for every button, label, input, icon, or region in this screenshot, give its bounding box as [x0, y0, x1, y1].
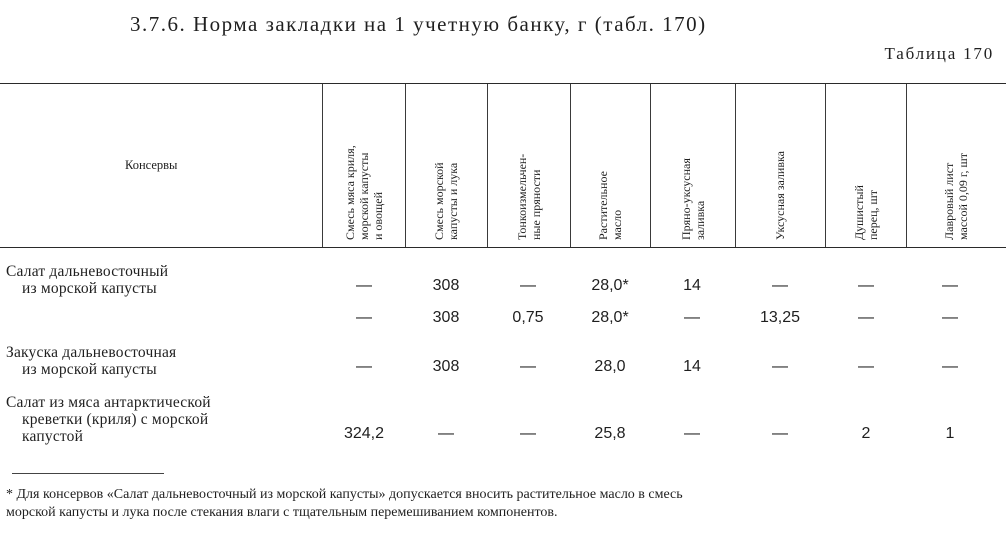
table-cell: —: [356, 358, 372, 375]
table-cell: —: [684, 309, 700, 326]
col-divider: [405, 84, 406, 247]
section-title: 3.7.6. Норма закладки на 1 учетную банку, г (табл. 170): [130, 12, 707, 36]
table-cell: 2: [861, 425, 871, 442]
table-cell: 13,25: [759, 309, 801, 326]
column-header: Смесь морской капусты и лука: [432, 162, 460, 240]
col-divider: [570, 84, 571, 247]
table-cell: —: [858, 277, 874, 294]
col-divider: [906, 84, 907, 247]
col-divider: [322, 84, 323, 247]
table-cell: 308: [432, 358, 460, 375]
table-cell: —: [356, 309, 372, 326]
table-cell: —: [520, 358, 536, 375]
col-divider: [735, 84, 736, 247]
table-cell: —: [438, 425, 454, 442]
table-cell: 28,0: [594, 358, 626, 375]
table-cell: —: [942, 277, 958, 294]
column-header: Тонкоизмельчен- ные пряности: [514, 153, 543, 240]
table-cell: 25,8: [594, 425, 626, 442]
col-divider: [487, 84, 488, 247]
footnote: * Для консервов «Салат дальневосточный из морской капусты» допускается вносить растительное масло в смесь морской капусты и лука после стекания влаги с тщательным перемешиванием компонентов.: [6, 487, 683, 520]
table-cell: —: [942, 358, 958, 375]
column-header: Уксусная заливка: [773, 151, 787, 240]
header-bottom-rule: [0, 247, 1006, 248]
table-cell: —: [520, 425, 536, 442]
column-header: Душистый перец, шт: [851, 185, 880, 240]
row-label-salad-far-east: Салат дальневосточный из морской капусты: [6, 263, 169, 297]
table-cell: 308: [432, 309, 460, 326]
table-cell: 14: [683, 358, 701, 375]
row-label-appetizer: Закуска дальневосточная из морской капусты: [6, 344, 177, 378]
header-product: Консервы: [125, 158, 178, 172]
table-cell: 0,75: [512, 309, 544, 326]
table-cell: 28,0*: [591, 277, 629, 294]
column-header: Растительное масло: [596, 171, 624, 240]
table-cell: —: [858, 309, 874, 326]
table-cell: 14: [683, 277, 701, 294]
table-cell: 308: [432, 277, 460, 294]
col-divider: [825, 84, 826, 247]
table-cell: 1: [945, 425, 955, 442]
column-header: Пряно-уксусная заливка: [678, 158, 707, 240]
table-cell: —: [772, 358, 788, 375]
table-cell: 324,2: [343, 425, 385, 442]
footnote-rule: [12, 473, 164, 474]
table-number: Таблица 170: [884, 44, 994, 63]
row-label-krill-salad: Салат из мяса антарктической креветки (криля) с морской капустой: [6, 394, 211, 445]
table-cell: —: [520, 277, 536, 294]
column-header: Лавровый лист массой 0,09 г, шт: [942, 153, 970, 240]
col-divider: [650, 84, 651, 247]
table-cell: 28,0*: [591, 309, 629, 326]
table-top-rule: [0, 83, 1006, 84]
table-cell: —: [772, 425, 788, 442]
table-cell: —: [772, 277, 788, 294]
column-header: Смесь мяса криля, морской капусты и овощей: [342, 145, 385, 240]
table-cell: —: [356, 277, 372, 294]
table-cell: —: [942, 309, 958, 326]
table-cell: —: [858, 358, 874, 375]
table-cell: —: [684, 425, 700, 442]
